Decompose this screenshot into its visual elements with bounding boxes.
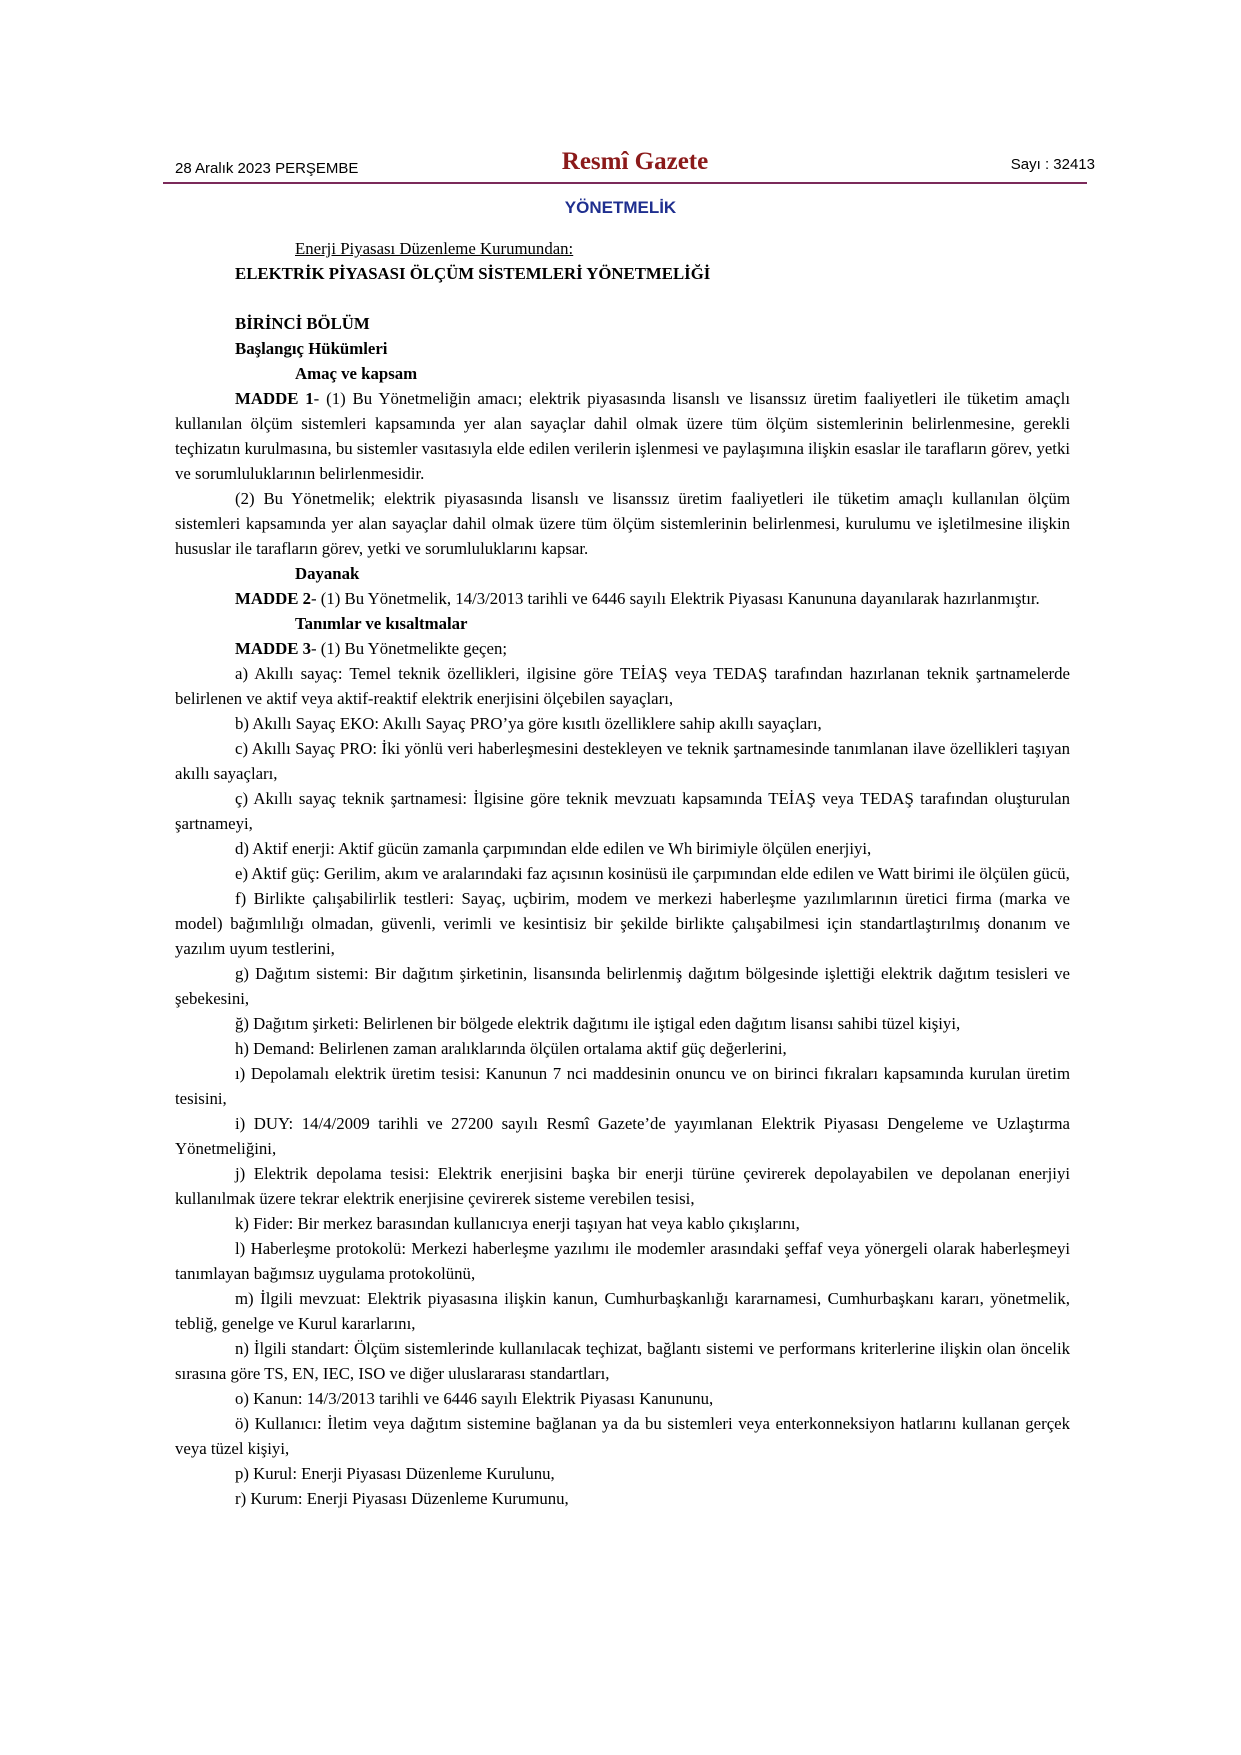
paragraph-text: ö) Kullanıcı: İletim veya dağıtım sistemine bağlanan ya da bu sistemleri veya enterkonneksiyon hatlarını kullanan gerçek veya tüzel kişiyi, (175, 1414, 1070, 1458)
article-number: MADDE 3 (235, 639, 311, 658)
paragraph-text: i) DUY: 14/4/2009 tarihli ve 27200 sayılı Resmî Gazete’de yayımlanan Elektrik Piyasası Dengeleme ve Uzlaştırma Yönetmeliğini, (175, 1114, 1070, 1158)
clause-paragraph (175, 1386, 1070, 1411)
clause-paragraph (175, 1486, 1070, 1511)
article-heading: Tanımlar ve kısaltmalar (295, 614, 468, 633)
paragraph-text: j) Elektrik depolama tesisi: Elektrik enerjisini başka bir enerji türüne çevirerek depolayabilen ve depolanan enerjiyi kullanılmak üzere tekrar elektrik enerjisine çevirerek sisteme verebilen tesisi, (175, 1164, 1070, 1208)
clause-paragraph (175, 1011, 1070, 1036)
paragraph-text: (2) Bu Yönetmelik; elektrik piyasasında lisanslı ve lisanssız üretim faaliyetleri ile tüketim amaçlı kullanılan ölçüm sistemleri kapsamında yer alan sayaçlar dahil olmak üzere tüm ölçüm sistemlerinin belirlenmesi, kurulumu ve işletilmesine ilişkin hususlar ile tarafların görev, yetki ve sorumluluklarını kapsar. (175, 489, 1070, 558)
paragraph-text: r) Kurum: Enerji Piyasası Düzenleme Kurumunu, (235, 1489, 569, 1508)
section-label: YÖNETMELİK (564, 198, 677, 217)
paragraph-text: o) Kanun: 14/3/2013 tarihli ve 6446 sayılı Elektrik Piyasası Kanununu, (235, 1389, 714, 1408)
article-paragraph (175, 386, 1070, 486)
paragraph-text: m) İlgili mevzuat: Elektrik piyasasına ilişkin kanun, Cumhurbaşkanlığı kararnamesi, Cumhurbaşkanı kararı, yönetmelik, tebliğ, genelge ve Kurul kararlarını, (175, 1289, 1070, 1333)
paragraph-text: d) Aktif enerji: Aktif gücün zamanla çarpımından elde edilen ve Wh birimiyle ölçülen enerjiyi, (235, 839, 872, 858)
clause-paragraph (175, 1111, 1070, 1161)
paragraph-text: n) İlgili standart: Ölçüm sistemlerinde kullanılacak teçhizat, bağlantı sistemi ve performans kriterlerine ilişkin olan öncelik sırasına göre TS, EN, IEC, ISO ve diğer uluslararası standartları, (175, 1339, 1070, 1383)
article-paragraph (175, 636, 1070, 661)
document-body (175, 236, 1070, 1511)
clause-paragraph (175, 1036, 1070, 1061)
clause-paragraph (175, 1061, 1070, 1111)
header-divider (163, 182, 1087, 184)
clause-paragraph (175, 711, 1070, 736)
paragraph-text: - (1) Bu Yönetmeliğin amacı; elektrik piyasasında lisanslı ve lisanssız üretim faaliyetleri ile tüketim amaçlı kullanılan ölçüm sistemleri kapsamında yer alan sayaçlar dahil olmak üzere tüm ölçüm sistemlerinin belirlenmesine, gerekli teçhizatın kurulmasına, bu sistemler vasıtasıyla elde edilen verilerin işlenmesi ve paylaşımına ilişkin esaslar ile tarafların görev, yetki ve sorumluluklarının belirlenmesidir. (175, 389, 1070, 483)
gazette-title: Resmî Gazete (561, 148, 709, 175)
clause-paragraph (175, 1161, 1070, 1211)
paragraph-text: l) Haberleşme protokolü: Merkezi haberleşme yazılımı ile modemler arasındaki şeffaf veya yönergeli olarak haberleşmeyi tanımlayan bağımsız uygulama protokolünü, (175, 1239, 1070, 1283)
spacer (175, 286, 1070, 311)
article-heading: Amaç ve kapsam (295, 364, 418, 383)
clause-paragraph (175, 661, 1070, 711)
article-heading: Dayanak (295, 564, 360, 583)
clause-paragraph (175, 736, 1070, 786)
part-label: BİRİNCİ BÖLÜM (235, 314, 370, 333)
clause-paragraph (175, 786, 1070, 836)
paragraph-text: b) Akıllı Sayaç EKO: Akıllı Sayaç PRO’ya göre kısıtlı özelliklere sahip akıllı sayaçları, (235, 714, 822, 733)
paragraph-text: f) Birlikte çalışabilirlik testleri: Sayaç, uçbirim, modem ve merkezi haberleşme yazılımlarının üretici firma (marka ve model) bağımlılığı olmadan, güvenli, verimli ve kesintisiz bir şekilde birlikte çalışabilmesi için standartlaştırılmış donanım ve yazılım uyum testlerini, (175, 889, 1070, 958)
clause-paragraph (175, 1286, 1070, 1336)
paragraph-text: ı) Depolamalı elektrik üretim tesisi: Kanunun 7 nci maddesinin onuncu ve on birinci fıkraları kapsamında kurulan üretim tesisini, (175, 1064, 1070, 1108)
article-paragraph (175, 586, 1070, 611)
paragraph-text: k) Fider: Bir merkez barasından kullanıcıya enerji taşıyan hat veya kablo çıkışlarını, (235, 1214, 800, 1233)
clause-paragraph (175, 1336, 1070, 1386)
paragraph-text: ç) Akıllı sayaç teknik şartnamesi: İlgisine göre teknik mevzuatı kapsamında TEİAŞ veya TEDAŞ tarafından oluşturulan şartnameyi, (175, 789, 1070, 833)
paragraph-text: a) Akıllı sayaç: Temel teknik özellikleri, ilgisine göre TEİAŞ veya TEDAŞ tarafından hazırlanan teknik şartnamelerde belirlenen ve aktif veya aktif-reaktif elektrik enerjisini ölçebilen sayaçları, (175, 664, 1070, 708)
clause-paragraph (175, 961, 1070, 1011)
clause-paragraph (175, 836, 1070, 861)
paragraph-text: p) Kurul: Enerji Piyasası Düzenleme Kurulunu, (235, 1464, 555, 1483)
article-number: MADDE 2 (235, 589, 311, 608)
paragraph-text: ğ) Dağıtım şirketi: Belirlenen bir bölgede elektrik dağıtımı ile iştigal eden dağıtım lisansı sahibi tüzel kişiyi, (235, 1014, 961, 1033)
paragraph-text: g) Dağıtım sistemi: Bir dağıtım şirketinin, lisansında belirlenmiş dağıtım bölgesinde işlettiği elektrik dağıtım tesisleri ve şebekesini, (175, 964, 1070, 1008)
article-number: MADDE 1 (235, 389, 314, 408)
issue-date: 28 Aralık 2023 PERŞEMBE (175, 160, 359, 177)
clause-paragraph (175, 1236, 1070, 1286)
paragraph-text: e) Aktif güç: Gerilim, akım ve aralarındaki faz açısının kosinüsü ile çarpımından elde edilen ve Watt birimi ile ölçülen gücü, (235, 864, 1070, 883)
regulation-title: ELEKTRİK PİYASASI ÖLÇÜM SİSTEMLERİ YÖNETMELİĞİ (235, 264, 711, 283)
clause-paragraph (175, 1461, 1070, 1486)
paragraph-text: c) Akıllı Sayaç PRO: İki yönlü veri haberleşmesini destekleyen ve teknik şartnamesinde tanımlanan ilave özellikleri taşıyan akıllı sayaçları, (175, 739, 1070, 783)
articles (175, 361, 1070, 1511)
paragraph-text: - (1) Bu Yönetmelikte geçen; (310, 639, 508, 658)
clause-paragraph (175, 1211, 1070, 1236)
issuing-institution: Enerji Piyasası Düzenleme Kurumundan: (295, 239, 574, 258)
page-header (175, 148, 1095, 184)
clause-paragraph (175, 886, 1070, 961)
clause-paragraph (175, 486, 1070, 561)
part-title: Başlangıç Hükümleri (235, 339, 388, 358)
issue-number: Sayı : 32413 (1010, 156, 1095, 173)
clause-paragraph (175, 861, 1070, 886)
paragraph-text: - (1) Bu Yönetmelik, 14/3/2013 tarihli ve 6446 sayılı Elektrik Piyasası Kanununa dayanılarak hazırlanmıştır. (310, 589, 1040, 608)
clause-paragraph (175, 1411, 1070, 1461)
paragraph-text: h) Demand: Belirlenen zaman aralıklarında ölçülen ortalama aktif güç değerlerini, (235, 1039, 787, 1058)
